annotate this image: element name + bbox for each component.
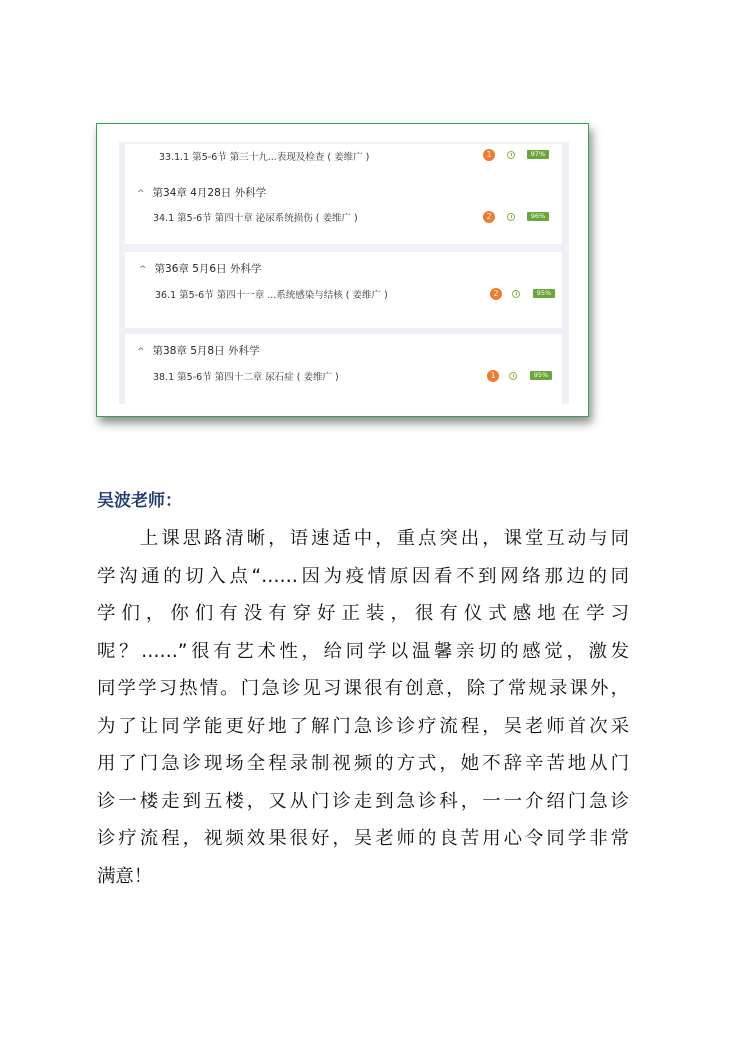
chapter-header[interactable]: ^ 第36章 5月6日 外科学 xyxy=(139,263,262,275)
paragraph-line: 为了让同学能更好地了解门急诊诊疗流程，吴老师首次采 xyxy=(97,715,629,737)
chevron-up-icon[interactable]: ^ xyxy=(139,265,147,275)
chapter-header[interactable]: ^ 第38章 5月8日 外科学 xyxy=(137,345,260,357)
paragraph-line: 诊疗流程，视频效果很好，吴老师的良苦用心令同学非常 xyxy=(97,828,629,849)
count-badge: 2 xyxy=(490,288,502,300)
paragraph-line: 用了门急诊现场全程录制视频的方式，她不辞辛苦地从门 xyxy=(97,753,629,774)
paragraph-line: 学沟通的切入点“……因为疫情原因看不到网络那边的同 xyxy=(97,565,629,587)
progress-badge: 95% xyxy=(533,289,555,298)
paragraph-line: 同学学习热情。门急诊见习课很有创意，除了常规录课外， xyxy=(97,678,629,699)
paragraph-line: 上课思路清晰，语速适中，重点突出，课堂互动与同 xyxy=(97,528,629,549)
paragraph-line: 满意！ xyxy=(97,865,153,887)
chevron-up-icon[interactable]: ^ xyxy=(137,347,145,357)
progress-badge: 96% xyxy=(527,212,549,221)
course-screenshot-figure xyxy=(96,123,589,417)
lesson-item[interactable]: 33.1.1 第5-6节 第三十九...表现及检查 ( 姜维广 ) xyxy=(159,152,370,163)
body-paragraph xyxy=(97,520,629,895)
count-badge: 2 xyxy=(483,211,495,223)
progress-badge: 95% xyxy=(530,371,552,380)
paragraph-line: 诊一楼走到五楼，又从门诊走到急诊科，一一介绍门急诊 xyxy=(97,790,629,812)
section-heading: 吴波老师： xyxy=(97,491,182,511)
clock-icon xyxy=(507,151,515,159)
chevron-up-icon[interactable]: ^ xyxy=(137,189,145,199)
chapter-header[interactable]: ^ 第34章 4月28日 外科学 xyxy=(137,187,267,199)
clock-icon xyxy=(507,213,515,221)
lesson-item[interactable]: 34.1 第5-6节 第四十章 泌尿系统损伤 ( 姜维广 ) xyxy=(153,213,358,224)
progress-badge: 97% xyxy=(527,150,549,159)
clock-icon xyxy=(509,372,517,380)
clock-icon xyxy=(512,290,520,298)
count-badge: 1 xyxy=(483,149,495,161)
lesson-item[interactable]: 38.1 第5-6节 第四十二章 尿石症 ( 姜维广 ) xyxy=(153,372,339,383)
paragraph-line: 呢？……”很有艺术性，给同学以温馨亲切的感觉，激发 xyxy=(97,640,629,662)
count-badge: 1 xyxy=(487,370,499,382)
paragraph-line: 学们，你们有没有穿好正装，很有仪式感地在学习 xyxy=(97,603,629,624)
lesson-item[interactable]: 36.1 第5-6节 第四十一章 ...系统感染与结核 ( 姜维广 ) xyxy=(155,290,388,301)
